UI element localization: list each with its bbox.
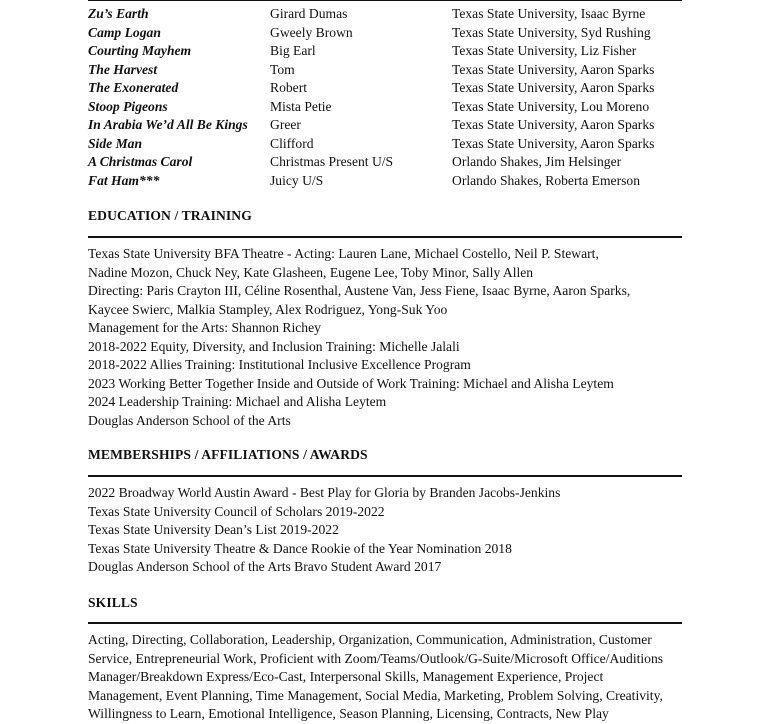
credit-role: Juicy U/S [270,172,324,188]
list-item: Management, Event Planning, Time Management, Social Media, Marketing, Problem Solving, Creativity, [88,687,663,703]
list-item: 2018-2022 Equity, Diversity, and Inclusion Training: Michelle Jalali [88,338,460,354]
credit-venue: Orlando Shakes, Jim Helsinger [452,154,622,169]
credit-role: Christmas Present U/S [270,154,394,169]
memberships-divider [88,475,682,477]
list-item: Service, Entrepreneurial Work, Proficient with Zoom/Teams/Outlook/G-Suite/Microsoft Office/Auditions [88,650,664,666]
credit-title: Stoop Pigeons [88,98,168,114]
list-item: Management for the Arts: Shannon Richey [88,320,321,335]
top-divider [88,0,682,1]
credit-row [88,135,688,154]
skills-heading: SKILLS [88,595,138,610]
credit-role: Gweely Brown [270,24,353,40]
credit-row [88,42,688,61]
education-heading: EDUCATION / TRAINING [88,208,252,223]
credit-title: Camp Logan [88,24,161,40]
list-item: Douglas Anderson School of the Arts [88,412,291,428]
credit-title: Courting Mayhem [88,43,192,58]
list-item: Directing: Paris Crayton III, Céline Rosenthal, Austene Van, Jess Fiene, Isaac Byrne, Aaron Sparks, [88,283,631,298]
list-item: Manager/Breakdown Express/Eco-Cast, Interpersonal Skills, Management Experience, Project [88,669,604,684]
list-item: 2024 Leadership Training: Michael and Alisha Leytem [88,394,387,409]
list-item: Texas State University Council of Scholars 2019-2022 [88,503,385,519]
list-item: Acting, Directing, Collaboration, Leadership, Organization, Communication, Administration, Customer [88,632,652,647]
credit-role: Clifford [270,135,314,151]
credit-venue: Texas State University, Isaac Byrne [452,6,646,21]
list-item: Douglas Anderson School of the Arts Bravo Student Award 2017 [88,559,442,574]
credit-role: Greer [270,117,301,132]
credit-row [88,79,688,98]
credit-role: Mista Petie [270,98,332,114]
credit-title: The Exonerated [88,80,179,95]
credit-venue: Orlando Shakes, Roberta Emerson [452,172,641,188]
credit-role: Big Earl [270,43,316,58]
credit-title: Fat Ham*** [88,172,160,188]
list-item: 2023 Working Better Together Inside and Outside of Work Training: Michael and Alisha Leytem [88,375,614,391]
credit-venue: Texas State University, Syd Rushing [452,24,651,40]
credit-row [88,116,688,135]
memberships-list [88,484,688,577]
credit-title: In Arabia We’d All Be Kings [88,117,248,132]
credit-title: The Harvest [88,61,158,77]
list-item: Texas State University BFA Theatre - Acting: Lauren Lane, Michael Costello, Neil P. Stewart, [88,246,599,261]
list-item: Nadine Mozon, Chuck Ney, Kate Glasheen, Eugene Lee, Toby Minor, Sally Allen [88,264,534,280]
credit-row [88,172,688,191]
education-divider [88,236,682,238]
credit-row [88,153,688,172]
credit-role: Tom [270,61,295,77]
education-list [88,245,688,430]
memberships-heading: MEMBERSHIPS / AFFILIATIONS / AWARDS [88,447,368,462]
credit-row [88,98,688,117]
list-item: Willingness to Learn, Emotional Intelligence, Season Planning, Licensing, Contracts, New Play [88,706,609,721]
skills-divider [88,622,682,624]
credit-role: Girard Dumas [270,6,348,21]
list-item: 2022 Broadway World Austin Award - Best Play for Gloria by Branden Jacobs-Jenkins [88,485,561,500]
list-item: Kaycee Swierc, Malkia Stampley, Alex Rodriguez, Yong-Suk Yoo [88,301,448,317]
credit-title: Zu’s Earth [88,6,149,21]
credit-venue: Texas State University, Aaron Sparks [452,135,655,151]
credit-venue: Texas State University, Lou Moreno [452,98,650,114]
credit-venue: Texas State University, Aaron Sparks [452,117,655,132]
list-item: Texas State University Theatre & Dance Rookie of the Year Nomination 2018 [88,540,512,556]
credit-row [88,61,688,80]
skills-list [88,631,688,724]
credits-table [88,5,688,190]
credit-venue: Texas State University, Aaron Sparks [452,61,655,77]
credit-row [88,5,688,24]
credit-row [88,24,688,43]
credit-role: Robert [270,80,307,95]
credit-title: Side Man [88,135,143,151]
credit-venue: Texas State University, Liz Fisher [452,43,637,58]
list-item: Texas State University Dean’s List 2019-2022 [88,522,339,537]
list-item: 2018-2022 Allies Training: Institutional Inclusive Excellence Program [88,357,471,372]
credit-venue: Texas State University, Aaron Sparks [452,80,655,95]
credit-title: A Christmas Carol [88,154,193,169]
